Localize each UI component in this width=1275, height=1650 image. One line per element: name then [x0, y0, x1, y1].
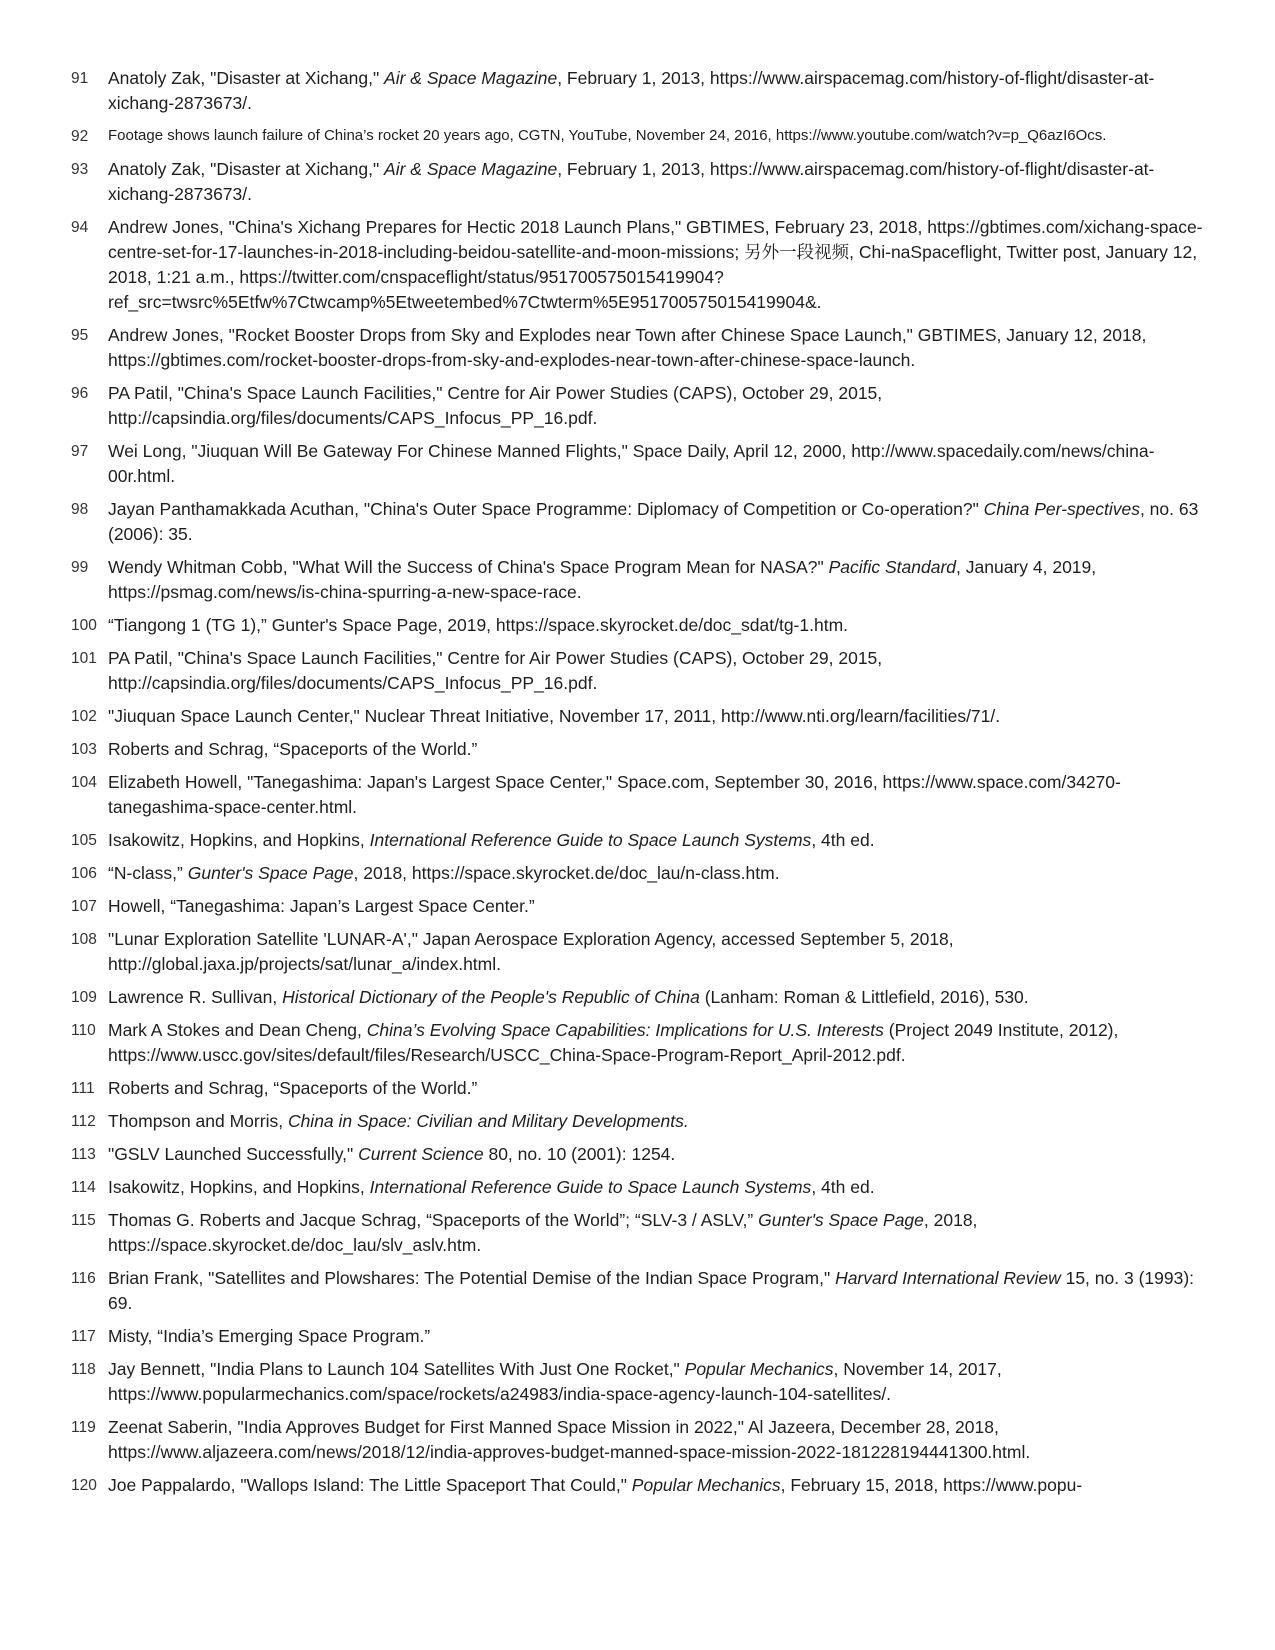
endnote-text-run: , 2018, https://space.skyrocket.de/doc_lau/n-class.htm.: [353, 863, 780, 883]
endnote-text: [108, 770, 1211, 820]
endnote-text-run: "Lunar Exploration Satellite 'LUNAR-A'," Japan Aerospace Exploration Agency, accessed September 5, 2018, http://global.jaxa.jp/projects/sat/lunar_a/index.html.: [108, 929, 954, 974]
endnote-item: [71, 1324, 1211, 1349]
endnote-text-run: Wendy Whitman Cobb, "What Will the Success of China's Space Program Mean for NASA?": [108, 557, 829, 577]
endnote-text: [108, 323, 1211, 373]
endnote-text-run: Joe Pappalardo, "Wallops Island: The Little Spaceport That Could,": [108, 1475, 632, 1495]
endnote-text: [108, 1266, 1211, 1316]
endnote-italic-title: Current Science: [358, 1144, 484, 1164]
endnote-italic-title: Harvard International Review: [835, 1268, 1061, 1288]
endnote-item: [71, 1208, 1211, 1258]
endnote-text: [108, 613, 1211, 638]
endnote-italic-title: Pacific Standard: [828, 557, 957, 577]
endnote-item: [71, 157, 1211, 207]
endnote-text-run: 80, no. 10 (2001): 1254.: [483, 1144, 676, 1164]
endnote-text-run: , February 1, 2013, https://www.airspacemag.com/history-of-flight/disaster-at-xichang-2873673/.: [108, 159, 1155, 204]
endnote-item: [71, 1076, 1211, 1101]
endnote-item: [71, 985, 1211, 1010]
endnote-text: [108, 215, 1211, 315]
endnote-number: 120: [71, 1477, 97, 1494]
endnote-number: 104: [71, 774, 97, 791]
endnote-number: 96: [71, 385, 89, 402]
endnote-item: [71, 1357, 1211, 1407]
endnote-text: [108, 1142, 1211, 1167]
endnote-text: [108, 1324, 1211, 1349]
endnote-text-run: Anatoly Zak, "Disaster at Xichang,": [108, 159, 385, 179]
endnote-italic-title: China Per-spectives: [983, 499, 1140, 519]
endnote-number: 101: [71, 650, 97, 667]
endnote-text: [108, 1175, 1211, 1200]
endnote-item: [71, 704, 1211, 729]
endnote-text-run: PA Patil, "China's Space Launch Facilities," Centre for Air Power Studies (CAPS), October 29, 2015, http://capsindia.org/files/documents/CAPS_Infocus_PP_16.pdf.: [108, 383, 883, 428]
endnote-number: 91: [71, 70, 89, 87]
endnote-text: [108, 927, 1211, 977]
endnote-item: [71, 646, 1211, 696]
endnote-text-run: Andrew Jones, "Rocket Booster Drops from Sky and Explodes near Town after Chinese Space Launch," GBTIMES, January 12, 2018, https://gbtimes.com/rocket-booster-drops-from-sky-and-explodes-near-town-after-chinese-space-launch.: [108, 325, 1147, 370]
endnote-number: 102: [71, 708, 97, 725]
endnote-item: [71, 613, 1211, 638]
endnote-text-run: Jay Bennett, "India Plans to Launch 104 Satellites With Just One Rocket,": [108, 1359, 685, 1379]
endnote-text-run: , February 15, 2018, https://www.popu-: [780, 1475, 1083, 1495]
endnote-text-run: (Project 2049 Institute, 2012), https://www.uscc.gov/sites/default/files/Research/USCC_China-Space-Program-Report_April-2012.pdf.: [108, 1020, 1119, 1065]
endnote-item: [71, 1175, 1211, 1200]
endnote-text: [108, 1076, 1211, 1101]
endnote-item: [71, 894, 1211, 919]
endnote-number: 115: [71, 1212, 96, 1229]
endnote-text-run: Roberts and Schrag, “Spaceports of the World.”: [108, 739, 478, 759]
endnote-text-run: "GSLV Launched Successfully,": [108, 1144, 359, 1164]
endnote-number: 111: [71, 1080, 95, 1097]
endnote-text: [108, 439, 1211, 489]
endnote-number: 109: [71, 989, 97, 1006]
endnote-number: 98: [71, 501, 89, 518]
endnote-item: [71, 497, 1211, 547]
endnote-number: 108: [71, 931, 97, 948]
endnote-item: [71, 1473, 1211, 1498]
endnote-italic-title: Gunter's Space Page: [187, 863, 354, 883]
endnote-text: [108, 894, 1211, 919]
endnote-italic-title: International Reference Guide to Space Launch Systems: [369, 830, 812, 850]
endnote-number: 95: [71, 327, 89, 344]
endnote-italic-title: China in Space: Civilian and Military Developments.: [287, 1111, 689, 1131]
endnote-text-run: “Tiangong 1 (TG 1),” Gunter's Space Page, 2019, https://space.skyrocket.de/doc_sdat/tg-1.htm.: [108, 615, 849, 635]
endnote-text-run: , November 14, 2017, https://www.popularmechanics.com/space/rockets/a24983/india-space-agency-launch-104-satellites/.: [108, 1359, 1002, 1404]
endnote-text-run: (Lanham: Roman & Littlefield, 2016), 530.: [699, 987, 1029, 1007]
endnote-italic-title: China’s Evolving Space Capabilities: Implications for U.S. Interests: [366, 1020, 884, 1040]
endnote-text-run: Anatoly Zak, "Disaster at Xichang,": [108, 68, 385, 88]
endnote-text: [108, 1018, 1211, 1068]
endnote-text: [108, 381, 1211, 431]
endnote-text-run: Thomas G. Roberts and Jacque Schrag, “Spaceports of the World”; “SLV-3 / ASLV,”: [108, 1210, 759, 1230]
endnote-text: [108, 646, 1211, 696]
endnote-number: 113: [71, 1146, 96, 1163]
endnote-text: [108, 1208, 1211, 1258]
endnote-text-run: Andrew Jones, "China's Xichang Prepares for Hectic 2018 Launch Plans," GBTIMES, February 23, 2018, https://gbtimes.com/xichang-space-centre-set-for-17-launches-in-2018-including-beidou-satellite-and-moon-missions; 另外一段视频, Chi-naSpaceflight, Twitter post, January 12, 2018, 1:21 a.m., https://twitter.com/cnspaceflight/status/951700575015419904?ref_src=twsrc%5Etfw%7Ctwcamp%5Etweetembed%7Ctwterm%5E951700575015419904&.: [108, 217, 1203, 312]
endnote-italic-title: Air & Space Magazine: [384, 159, 558, 179]
endnote-number: 117: [71, 1328, 96, 1345]
endnote-text: [108, 704, 1211, 729]
endnote-text: [108, 828, 1211, 853]
endnote-text-run: Elizabeth Howell, "Tanegashima: Japan's Largest Space Center," Space.com, September 30, 2016, https://www.space.com/34270-tanegashima-space-center.html.: [108, 772, 1121, 817]
endnote-text-run: Mark A Stokes and Dean Cheng,: [108, 1020, 367, 1040]
endnote-text: [108, 555, 1211, 605]
endnote-text: [108, 66, 1211, 116]
endnote-number: 112: [71, 1113, 96, 1130]
endnote-text-run: Howell, “Tanegashima: Japan’s Largest Space Center.”: [108, 896, 535, 916]
endnote-number: 92: [71, 128, 89, 145]
endnote-text-run: Zeenat Saberin, "India Approves Budget for First Manned Space Mission in 2022," Al Jazeera, December 28, 2018, https://www.aljazeera.com/news/2018/12/india-approves-budget-manned-space-mission-2022-181228194441300.html.: [108, 1417, 1031, 1462]
endnote-item: [71, 439, 1211, 489]
endnote-number: 110: [71, 1022, 96, 1039]
endnote-item: [71, 1109, 1211, 1134]
endnote-text-run: 15, no. 3 (1993): 69.: [108, 1268, 1195, 1313]
endnote-text-run: Isakowitz, Hopkins, and Hopkins,: [108, 830, 370, 850]
endnote-text-run: Roberts and Schrag, “Spaceports of the World.”: [108, 1078, 478, 1098]
endnote-item: [71, 927, 1211, 977]
endnote-text-run: , 4th ed.: [811, 1177, 875, 1197]
endnote-item: [71, 66, 1211, 116]
endnotes-list: [71, 66, 1211, 1506]
endnote-text-run: Isakowitz, Hopkins, and Hopkins,: [108, 1177, 370, 1197]
endnote-text-run: Footage shows launch failure of China’s rocket 20 years ago, CGTN, YouTube, November 24, 2016, https://www.youtube.com/watch?v=p_Q6azI6Ocs.: [108, 127, 1107, 144]
endnote-italic-title: International Reference Guide to Space Launch Systems: [369, 1177, 812, 1197]
endnote-italic-title: Gunter's Space Page: [758, 1210, 924, 1230]
endnote-number: 97: [71, 443, 89, 460]
endnote-text-run: PA Patil, "China's Space Launch Facilities," Centre for Air Power Studies (CAPS), October 29, 2015, http://capsindia.org/files/documents/CAPS_Infocus_PP_16.pdf.: [108, 648, 883, 693]
endnote-item: [71, 861, 1211, 886]
endnote-text: [108, 124, 1211, 148]
endnote-italic-title: Air & Space Magazine: [384, 68, 558, 88]
endnote-item: [71, 1415, 1211, 1465]
endnote-number: 114: [71, 1179, 96, 1196]
endnote-number: 106: [71, 865, 97, 882]
endnote-text-run: Misty, “India’s Emerging Space Program.”: [108, 1326, 431, 1346]
endnote-item: [71, 1018, 1211, 1068]
endnote-text-run: , 2018, https://space.skyrocket.de/doc_lau/slv_aslv.htm.: [108, 1210, 978, 1255]
endnote-text: [108, 157, 1211, 207]
endnote-item: [71, 381, 1211, 431]
endnote-text: [108, 497, 1211, 547]
endnote-number: 107: [71, 898, 97, 915]
endnote-text-run: “N-class,”: [108, 863, 188, 883]
endnote-item: [71, 770, 1211, 820]
endnote-text: [108, 1473, 1211, 1498]
endnote-italic-title: Historical Dictionary of the People's Republic of China: [282, 987, 700, 1007]
endnote-text: [108, 861, 1211, 886]
endnote-text: [108, 985, 1211, 1010]
endnote-text-run: Jayan Panthamakkada Acuthan, "China's Outer Space Programme: Diplomacy of Competition or Co-operation?": [108, 499, 984, 519]
endnote-text: [108, 1109, 1211, 1134]
endnote-number: 116: [71, 1270, 96, 1287]
endnote-number: 100: [71, 617, 97, 634]
endnote-text-run: "Jiuquan Space Launch Center," Nuclear Threat Initiative, November 17, 2011, http://www.nti.org/learn/facilities/71/.: [108, 706, 1001, 726]
endnote-italic-title: Popular Mechanics: [684, 1359, 834, 1379]
endnote-number: 119: [71, 1419, 96, 1436]
endnote-text: [108, 1415, 1211, 1465]
endnote-text-run: Lawrence R. Sullivan,: [108, 987, 283, 1007]
endnote-item: [71, 555, 1211, 605]
endnote-item: [71, 323, 1211, 373]
endnote-text-run: Thompson and Morris,: [108, 1111, 288, 1131]
endnote-text-run: , January 4, 2019, https://psmag.com/news/is-china-spurring-a-new-space-race.: [108, 557, 1097, 602]
endnote-item: [71, 1142, 1211, 1167]
endnote-text-run: , no. 63 (2006): 35.: [108, 499, 1199, 544]
endnote-text-run: , 4th ed.: [811, 830, 875, 850]
endnote-text: [108, 1357, 1211, 1407]
endnote-number: 105: [71, 832, 97, 849]
endnote-italic-title: Popular Mechanics: [631, 1475, 781, 1495]
endnote-item: [71, 1266, 1211, 1316]
endnote-item: [71, 828, 1211, 853]
endnote-number: 118: [71, 1361, 96, 1378]
endnote-number: 94: [71, 219, 89, 236]
endnote-item: [71, 124, 1211, 149]
endnote-text-run: , February 1, 2013, https://www.airspacemag.com/history-of-flight/disaster-at-xichang-2873673/.: [108, 68, 1155, 113]
endnote-text-run: Brian Frank, "Satellites and Plowshares: The Potential Demise of the Indian Space Program,": [108, 1268, 836, 1288]
endnote-item: [71, 215, 1211, 315]
endnote-text: [108, 737, 1211, 762]
endnote-number: 99: [71, 559, 89, 576]
endnote-item: [71, 737, 1211, 762]
endnote-number: 103: [71, 741, 97, 758]
endnote-number: 93: [71, 161, 89, 178]
endnote-text-run: Wei Long, "Jiuquan Will Be Gateway For Chinese Manned Flights," Space Daily, April 12, 2000, http://www.spacedaily.com/news/china-00r.html.: [108, 441, 1155, 486]
